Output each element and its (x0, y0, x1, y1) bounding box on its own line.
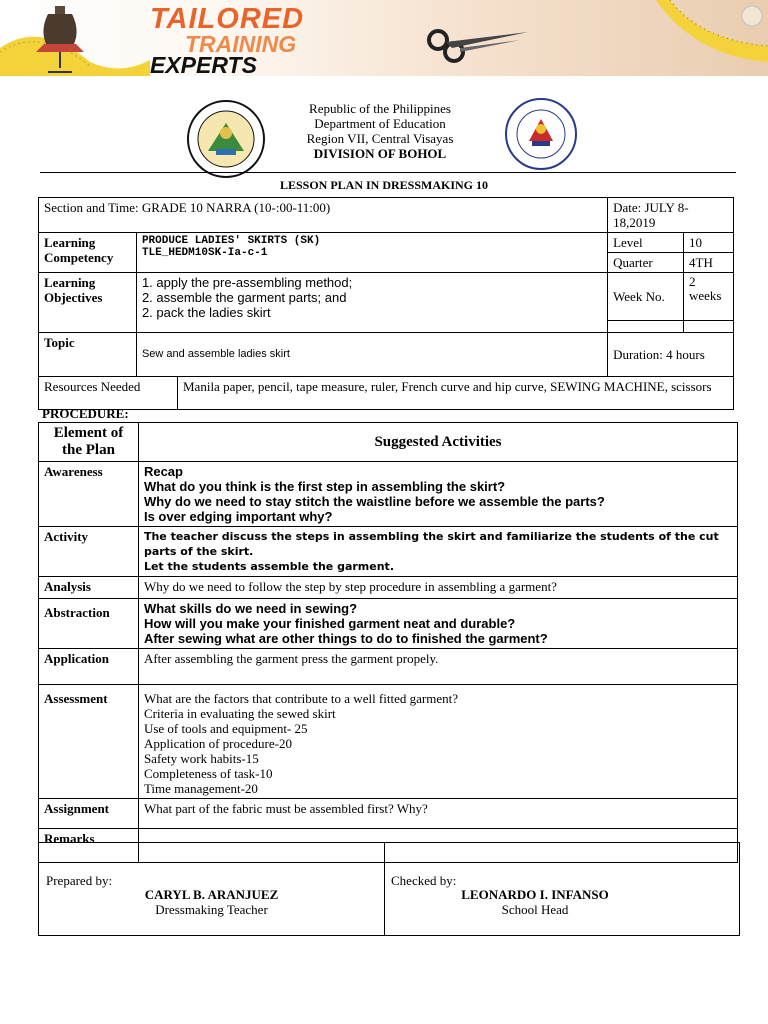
abstraction-line: After sewing what are other things to do to finished the garment? (143, 631, 548, 646)
awareness-line: Why do we need to stay stitch the waistline before we assemble the parts? (143, 494, 605, 509)
info-table (38, 197, 734, 410)
banner-line3: EXPERTS (150, 52, 257, 76)
school-seal-icon (186, 99, 266, 179)
application-label: Application (39, 649, 139, 685)
week-label: Week No. (608, 273, 684, 321)
header-divider (40, 172, 736, 173)
resources-row (39, 377, 734, 410)
checked-label: Checked by: (391, 873, 457, 888)
abstraction-content (138, 599, 737, 649)
awareness-label: Awareness (39, 462, 139, 527)
objectives-list (136, 273, 607, 333)
competency-value (136, 233, 607, 273)
objective-1: 1. apply the pre-assembling method; (141, 275, 353, 290)
checked-by-section (385, 843, 739, 935)
prepared-role: Dressmaking Teacher (155, 902, 268, 917)
assignment-label: Assignment (39, 799, 139, 829)
assessment-label: Assessment (39, 685, 139, 799)
remarks-label: Remarks (39, 829, 139, 863)
topic-label: Topic (39, 333, 137, 377)
assessment-line: Completeness of task-10 (143, 766, 273, 781)
assessment-line: What are the factors that contribute to a well fitted garment? (143, 691, 458, 706)
objective-2: 2. assemble the garment parts; and (141, 290, 347, 305)
banner-line1: TAILORED (150, 3, 305, 35)
date: Date: JULY 8-18,2019 (608, 198, 734, 233)
learning-objectives-label: Learning Objectives (39, 273, 137, 333)
prepared-by-section (39, 843, 385, 935)
deped-seal-icon (504, 97, 578, 171)
empty-cell (684, 321, 734, 333)
empty-cell (608, 321, 684, 333)
activity-line: The teacher discuss the steps in assembling the skirt and familiarize the students of the cut parts of the skirt. (143, 530, 719, 558)
application-content: After assembling the garment press the garment propely. (138, 649, 737, 685)
activity-label: Activity (39, 527, 139, 577)
analysis-label: Analysis (39, 577, 139, 599)
activity-line: Let the students assemble the garment. (143, 560, 394, 573)
lesson-plan-title: LESSON PLAN IN DRESSMAKING 10 (279, 178, 489, 192)
resources-value: Manila paper, pencil, tape measure, ruler, French curve and hip curve, SEWING MACHINE, scissors (183, 379, 712, 394)
banner-title (150, 3, 305, 76)
duration: Duration: 4 hours (608, 333, 734, 377)
banner-line2: TRAINING (185, 30, 297, 57)
level-label: Level (608, 233, 684, 253)
signature-block (38, 842, 740, 936)
week-value: 2 weeks (684, 273, 734, 321)
banner (0, 0, 768, 76)
resources-label: Resources Needed (39, 377, 178, 409)
division-text: DIVISION OF BOHOL (313, 146, 447, 161)
agency-header (280, 101, 480, 161)
dress-form-icon (0, 0, 150, 76)
scissors-icon (420, 18, 530, 64)
checked-name: LEONARDO I. INFANSO (461, 887, 609, 902)
awareness-line: Recap (143, 464, 183, 479)
measuring-tape-icon (640, 0, 768, 76)
activities-header: Suggested Activities (138, 423, 737, 462)
level-value: 10 (684, 233, 734, 253)
quarter-value: 4TH (684, 253, 734, 273)
quarter-label: Quarter (608, 253, 684, 273)
abstraction-label: Abstraction (39, 599, 139, 649)
assessment-line: Use of tools and equipment- 25 (143, 721, 308, 736)
procedure-label: PROCEDURE: (42, 406, 129, 421)
region-text: Region VII, Central Visayas (306, 131, 454, 146)
objective-3: 2. pack the ladies skirt (141, 305, 271, 320)
analysis-content: Why do we need to follow the step by step procedure in assembling a garment? (138, 577, 737, 599)
element-header: Element of the Plan (39, 423, 139, 462)
section-time: Section and Time: GRADE 10 NARRA (10-:00-11:00) (39, 198, 608, 233)
prepared-name: CARYL B. ARANJUEZ (144, 887, 279, 902)
topic-value: Sew and assemble ladies skirt (136, 333, 607, 377)
awareness-line: What do you think is the first step in assembling the skirt? (143, 479, 506, 494)
awareness-content (138, 462, 737, 527)
assessment-content (138, 685, 737, 799)
assessment-line: Safety work habits-15 (143, 751, 259, 766)
checked-role: School Head (501, 902, 569, 917)
competency-line2: TLE_HEDM10SK-Ia-c-1 (141, 247, 268, 259)
learning-competency-label: Learning Competency (39, 233, 137, 273)
awareness-line: Is over edging important why? (143, 509, 333, 524)
assessment-line: Criteria in evaluating the sewed skirt (143, 706, 336, 721)
republic-text: Republic of the Philippines (309, 101, 451, 116)
department-text: Department of Education (314, 116, 446, 131)
procedure-table (38, 422, 738, 863)
abstraction-line: How will you make your finished garment neat and durable? (143, 616, 516, 631)
assessment-line: Application of procedure-20 (143, 736, 292, 751)
assessment-line: Time management-20 (143, 781, 258, 796)
activity-content (138, 527, 737, 577)
abstraction-line: What skills do we need in sewing? (143, 601, 358, 616)
assignment-content: What part of the fabric must be assembled first? Why? (138, 799, 737, 829)
competency-line1: PRODUCE LADIES' SKIRTS (SK) (141, 235, 321, 247)
prepared-label: Prepared by: (46, 873, 113, 888)
